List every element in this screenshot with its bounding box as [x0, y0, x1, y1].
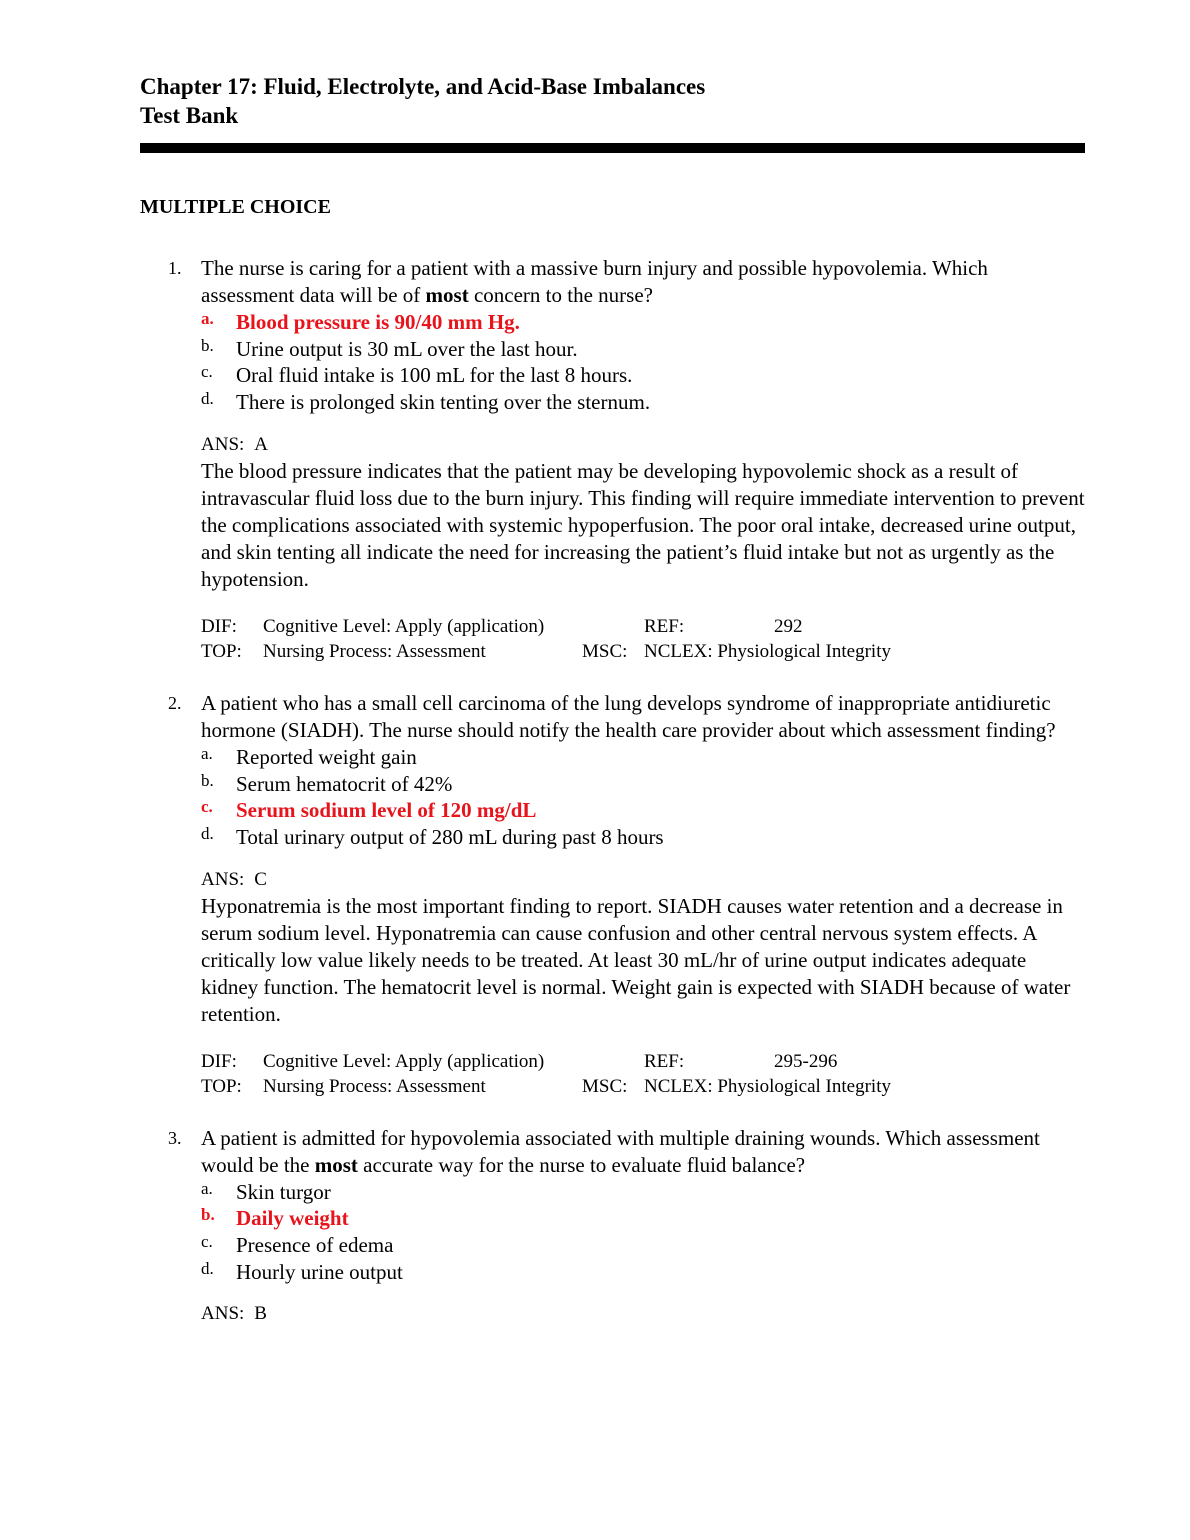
metadata-row-top: TOP: Nursing Process: Assessment MSC: NCLEX: Physiological Integrity — [201, 640, 891, 662]
option-b-correct: b. Daily weight — [201, 1205, 349, 1231]
section-heading: MULTIPLE CHOICE — [140, 196, 331, 218]
emphasis-text: most — [425, 283, 469, 307]
option-c: c. Presence of edema — [201, 1232, 394, 1258]
answer-options — [201, 1179, 1085, 1286]
option-c-correct: c. Serum sodium level of 120 mg/dL — [201, 797, 537, 823]
document-subtitle: Test Bank — [140, 103, 239, 128]
question-metadata — [201, 614, 1085, 664]
option-d: d. Hourly urine output — [201, 1258, 403, 1284]
question-number: 2. — [168, 692, 182, 713]
question-3 — [140, 1125, 1085, 1328]
document-header — [140, 72, 1085, 153]
chapter-title: Chapter 17: Fluid, Electrolyte, and Acid-Base Imbalances — [140, 74, 706, 99]
metadata-row-dif: DIF: Cognitive Level: Apply (application) REF: 295-296 — [201, 1050, 838, 1072]
metadata-row-top: TOP: Nursing Process: Assessment MSC: NCLEX: Physiological Integrity — [201, 1075, 891, 1097]
answer-key: ANS: C — [201, 868, 267, 890]
answer-options — [201, 309, 1085, 416]
rationale: Hyponatremia is the most important finding to report. SIADH causes water retention and a decrease in serum sodium level. Hyponatremia can cause confusion and other central nervous system effects. A critically low value likely needs to be treated. At least 30 mL/hr of urine output indicates adequate kidney function. The hematocrit level is normal. Weight gain is expected with SIADH because of water retention. — [201, 893, 1071, 1026]
option-d: d. There is prolonged skin tenting over the sternum. — [201, 389, 651, 415]
question-stem: A patient who has a small cell carcinoma of the lung develops syndrome of inappropriate antidiuretic hormone (SIADH). The nurse should notify the health care provider about which assessment finding? — [201, 690, 1056, 742]
question-number: 3. — [168, 1127, 182, 1148]
option-b: b. Urine output is 30 mL over the last hour. — [201, 335, 578, 361]
question-stem: A patient is admitted for hypovolemia associated with multiple draining wounds. Which assessment would be the most accurate way for the nurse to evaluate fluid balance? — [201, 1125, 1040, 1177]
question-1 — [140, 255, 1085, 664]
question-metadata — [201, 1049, 1085, 1099]
option-b: b. Serum hematocrit of 42% — [201, 770, 453, 796]
option-a-correct: a. Blood pressure is 90/40 mm Hg. — [201, 309, 520, 334]
document-page — [140, 72, 1085, 1327]
answer-options — [201, 744, 1085, 851]
option-d: d. Total urinary output of 280 mL during past 8 hours — [201, 823, 664, 849]
question-2 — [140, 690, 1085, 1099]
question-stem: The nurse is caring for a patient with a massive burn injury and possible hypovolemia. Which assessment data will be of most concern to the nurse? — [201, 256, 988, 307]
answer-key: ANS: B — [201, 1303, 267, 1325]
emphasis-text: most — [314, 1152, 358, 1177]
question-number: 1. — [168, 258, 182, 278]
option-a: a. Reported weight gain — [201, 743, 417, 769]
metadata-row-dif: DIF: Cognitive Level: Apply (application) REF: 292 — [201, 615, 803, 637]
rationale: The blood pressure indicates that the patient may be developing hypovolemic shock as a result of intravascular fluid loss due to the burn injury. This finding will require immediate intervention to prevent the complications associated with systemic hypoperfusion. The poor oral intake, decreased urine output, and skin tenting all indicate the need for increasing the patient’s fluid intake but not as urgently as the hypotension. — [201, 458, 1085, 591]
option-a: a. Skin turgor — [201, 1178, 331, 1204]
header-rule — [140, 143, 1085, 153]
option-c: c. Oral fluid intake is 100 mL for the last 8 hours. — [201, 362, 633, 388]
answer-key: ANS: A — [201, 433, 269, 455]
